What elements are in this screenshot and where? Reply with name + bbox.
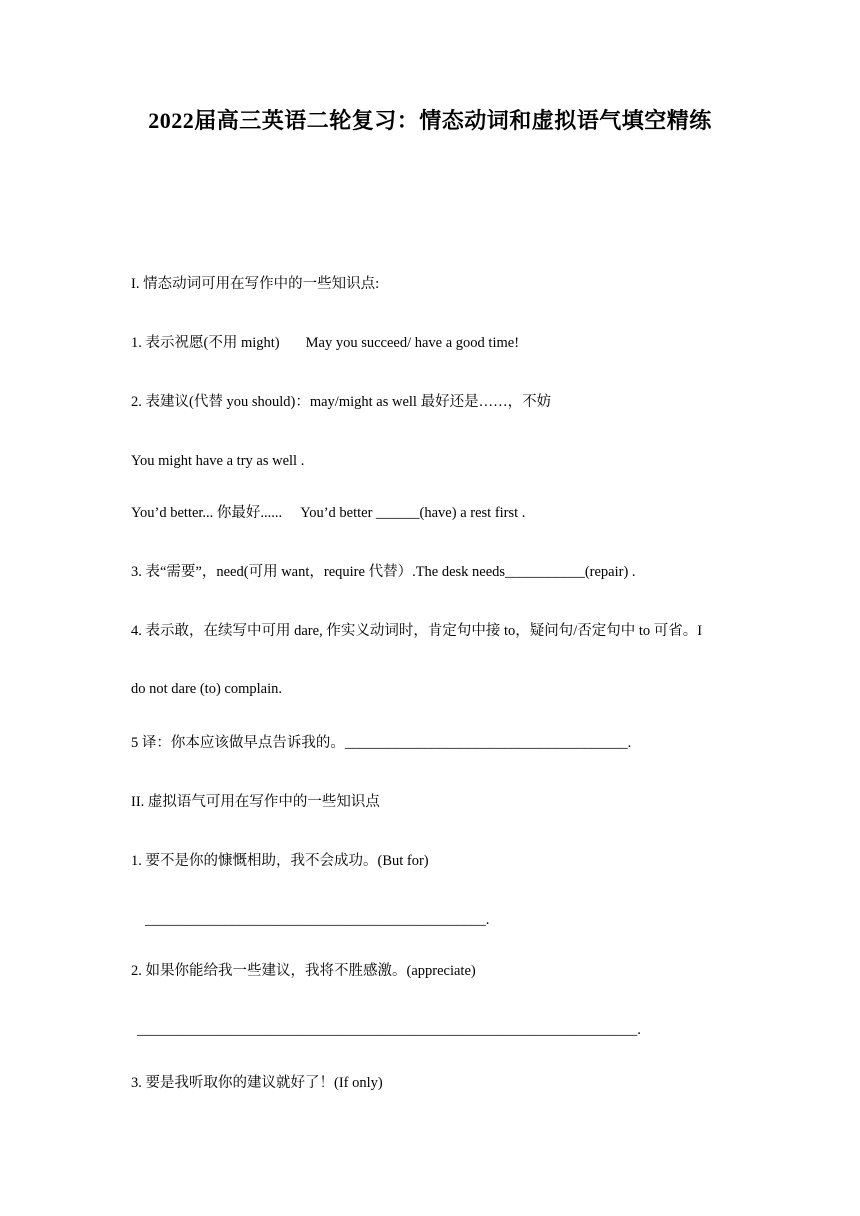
item2-example: You might have a try as well .	[131, 453, 305, 469]
item1-label: 1. 表示祝愿(不用 might)	[131, 335, 280, 351]
item2-note: You’d better... 你最好......	[131, 505, 283, 521]
item2-exercise: You’d better ______(have) a rest first .	[300, 505, 526, 521]
section1-item5: 5 译：你本应该做早点告诉我的。_______________________________________.	[131, 735, 632, 751]
section1-item2-note	[131, 503, 525, 523]
section1-item4-line1: 4. 表示敢，在续写中可用 dare, 作实义动词时，肯定句中接 to，疑问句/否定句中 to 可省。I	[131, 623, 703, 639]
section1-item3: 3. 表“需要”，need(可用 want，require 代替）.The desk needs___________(repair) .	[131, 564, 636, 580]
section2-item1: 1. 要不是你的慷慨相助，我不会成功。(But for)	[131, 853, 429, 869]
section1-heading: I. 情态动词可用在写作中的一些知识点:	[131, 276, 380, 292]
section1-item4-line2: do not dare (to) complain.	[131, 681, 282, 697]
section1-item2: 2. 表建议(代替 you should)：may/might as well 最好还是……，不妨	[131, 394, 552, 410]
section2-item3: 3. 要是我听取你的建议就好了！(If only)	[131, 1075, 383, 1091]
page-title: 2022届高三英语二轮复习：情态动词和虚拟语气填空精练	[148, 108, 712, 133]
section2-item2: 2. 如果你能给我一些建议，我将不胜感激。(appreciate)	[131, 963, 476, 979]
answer-line-1: _______________________________________________.	[145, 912, 490, 928]
section2-heading: II. 虚拟语气可用在写作中的一些知识点	[131, 794, 380, 810]
item1-example: May you succeed/ have a good time!	[305, 335, 520, 351]
answer-line-2: _____________________________________________________________________.	[137, 1022, 641, 1038]
section1-item1	[131, 333, 519, 353]
